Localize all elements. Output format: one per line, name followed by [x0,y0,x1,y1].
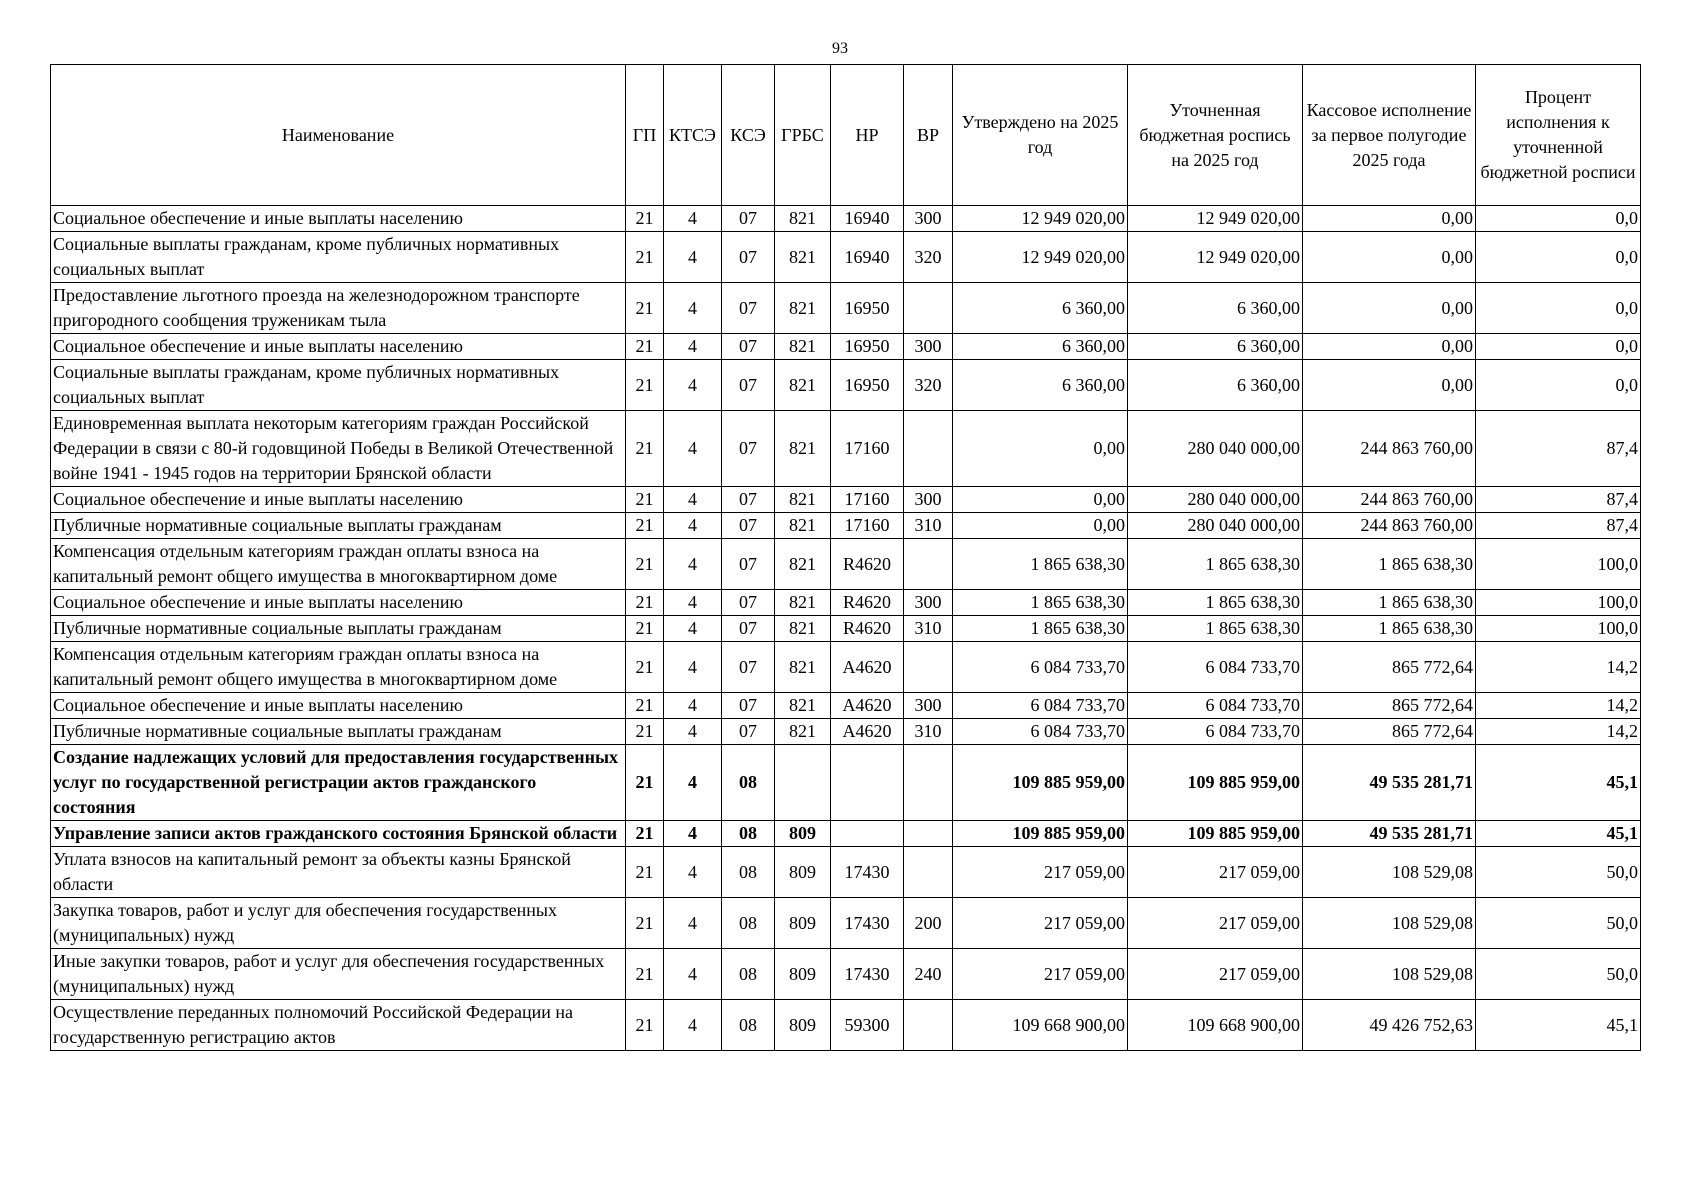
cell-kse: 07 [722,539,775,590]
cell-executed: 1 865 638,30 [1303,590,1476,616]
cell-percent: 14,2 [1476,693,1641,719]
cell-executed: 244 863 760,00 [1303,411,1476,487]
cell-percent: 14,2 [1476,719,1641,745]
cell-ktse: 4 [664,1000,722,1051]
cell-name: Уплата взносов на капитальный ремонт за объекты казны Брянской области [51,847,626,898]
cell-nr: 16950 [831,334,904,360]
page-number: 93 [832,40,848,57]
header-refined: Уточненная бюджетная роспись на 2025 год [1128,65,1303,206]
cell-vr [904,847,953,898]
budget-table [50,64,1641,1051]
cell-grbs: 821 [775,411,831,487]
table-row [51,719,1641,745]
table-row [51,360,1641,411]
cell-ktse: 4 [664,949,722,1000]
cell-kse: 07 [722,590,775,616]
cell-percent: 45,1 [1476,821,1641,847]
cell-executed: 49 426 752,63 [1303,1000,1476,1051]
cell-vr: 320 [904,360,953,411]
table-row [51,949,1641,1000]
cell-refined: 217 059,00 [1128,847,1303,898]
cell-kse: 07 [722,513,775,539]
cell-executed: 108 529,08 [1303,949,1476,1000]
header-nr: НР [831,65,904,206]
header-percent: Процент исполнения к уточненной бюджетной росписи [1476,65,1641,206]
cell-approved: 6 360,00 [953,360,1128,411]
cell-grbs [775,745,831,821]
cell-grbs: 809 [775,1000,831,1051]
cell-ktse: 4 [664,590,722,616]
cell-refined: 6 360,00 [1128,360,1303,411]
cell-nr: 16950 [831,360,904,411]
header-gp: ГП [626,65,664,206]
cell-grbs: 821 [775,283,831,334]
cell-ktse: 4 [664,360,722,411]
cell-percent: 0,0 [1476,334,1641,360]
table-row [51,745,1641,821]
table-row [51,642,1641,693]
header-kse: КСЭ [722,65,775,206]
cell-ktse: 4 [664,745,722,821]
cell-refined: 6 360,00 [1128,334,1303,360]
cell-nr: А4620 [831,719,904,745]
cell-vr [904,283,953,334]
cell-percent: 100,0 [1476,616,1641,642]
cell-kse: 07 [722,334,775,360]
cell-executed: 108 529,08 [1303,898,1476,949]
table-row [51,487,1641,513]
cell-name: Социальное обеспечение и иные выплаты населению [51,693,626,719]
cell-gp: 21 [626,719,664,745]
cell-percent: 0,0 [1476,206,1641,232]
table-row [51,898,1641,949]
cell-nr: 16940 [831,232,904,283]
cell-ktse: 4 [664,719,722,745]
cell-name: Единовременная выплата некоторым категориям граждан Российской Федерации в связи с 80-й годовщиной Победы в Великой Отечественной войне 1941 - 1945 годов на территории Брянской области [51,411,626,487]
cell-approved: 109 668 900,00 [953,1000,1128,1051]
cell-grbs: 821 [775,334,831,360]
cell-gp: 21 [626,898,664,949]
cell-nr: 59300 [831,1000,904,1051]
cell-percent: 87,4 [1476,513,1641,539]
cell-ktse: 4 [664,411,722,487]
cell-executed: 865 772,64 [1303,719,1476,745]
cell-kse: 08 [722,1000,775,1051]
cell-nr: 16950 [831,283,904,334]
header-executed: Кассовое исполнение за первое полугодие 2025 года [1303,65,1476,206]
cell-grbs: 809 [775,821,831,847]
cell-vr [904,821,953,847]
cell-gp: 21 [626,539,664,590]
cell-approved: 6 360,00 [953,283,1128,334]
cell-name: Публичные нормативные социальные выплаты гражданам [51,513,626,539]
cell-nr: R4620 [831,590,904,616]
cell-approved: 12 949 020,00 [953,232,1128,283]
cell-vr: 300 [904,206,953,232]
table-row [51,539,1641,590]
cell-nr: 17430 [831,847,904,898]
cell-gp: 21 [626,590,664,616]
cell-nr: 17160 [831,411,904,487]
cell-refined: 12 949 020,00 [1128,232,1303,283]
cell-vr: 300 [904,693,953,719]
cell-ktse: 4 [664,513,722,539]
cell-nr: 17430 [831,898,904,949]
cell-percent: 87,4 [1476,411,1641,487]
cell-approved: 1 865 638,30 [953,616,1128,642]
cell-approved: 6 084 733,70 [953,719,1128,745]
cell-executed: 244 863 760,00 [1303,487,1476,513]
cell-vr: 300 [904,590,953,616]
cell-name: Социальные выплаты гражданам, кроме публичных нормативных социальных выплат [51,232,626,283]
cell-name: Социальное обеспечение и иные выплаты населению [51,487,626,513]
table-row [51,411,1641,487]
cell-name: Публичные нормативные социальные выплаты гражданам [51,719,626,745]
cell-vr [904,642,953,693]
cell-grbs: 821 [775,616,831,642]
cell-vr [904,411,953,487]
cell-percent: 0,0 [1476,232,1641,283]
cell-name: Социальное обеспечение и иные выплаты населению [51,334,626,360]
cell-name: Социальные выплаты гражданам, кроме публичных нормативных социальных выплат [51,360,626,411]
cell-approved: 6 360,00 [953,334,1128,360]
cell-percent: 50,0 [1476,949,1641,1000]
cell-gp: 21 [626,949,664,1000]
cell-kse: 08 [722,898,775,949]
cell-ktse: 4 [664,487,722,513]
cell-executed: 0,00 [1303,232,1476,283]
table-body [51,206,1641,1051]
cell-name: Социальное обеспечение и иные выплаты населению [51,590,626,616]
cell-ktse: 4 [664,898,722,949]
cell-ktse: 4 [664,283,722,334]
cell-refined: 280 040 000,00 [1128,487,1303,513]
cell-percent: 45,1 [1476,745,1641,821]
cell-kse: 07 [722,232,775,283]
cell-percent: 87,4 [1476,487,1641,513]
table-row [51,1000,1641,1051]
cell-executed: 49 535 281,71 [1303,821,1476,847]
cell-refined: 6 360,00 [1128,283,1303,334]
cell-refined: 217 059,00 [1128,898,1303,949]
cell-nr [831,821,904,847]
cell-grbs: 821 [775,513,831,539]
cell-vr: 310 [904,616,953,642]
cell-refined: 12 949 020,00 [1128,206,1303,232]
cell-gp: 21 [626,513,664,539]
cell-approved: 217 059,00 [953,949,1128,1000]
cell-vr: 240 [904,949,953,1000]
cell-grbs: 809 [775,949,831,1000]
cell-vr [904,1000,953,1051]
cell-nr [831,745,904,821]
table-row [51,616,1641,642]
cell-executed: 108 529,08 [1303,847,1476,898]
cell-ktse: 4 [664,847,722,898]
cell-grbs: 821 [775,360,831,411]
cell-kse: 08 [722,745,775,821]
table-row [51,232,1641,283]
cell-approved: 109 885 959,00 [953,821,1128,847]
cell-name: Компенсация отдельным категориям граждан оплаты взноса на капитальный ремонт общего имущества в многоквартирном доме [51,539,626,590]
header-grbs: ГРБС [775,65,831,206]
cell-kse: 07 [722,719,775,745]
cell-refined: 280 040 000,00 [1128,513,1303,539]
cell-kse: 07 [722,616,775,642]
cell-approved: 1 865 638,30 [953,590,1128,616]
cell-grbs: 821 [775,232,831,283]
cell-percent: 50,0 [1476,898,1641,949]
header-ktse: КТСЭ [664,65,722,206]
cell-percent: 0,0 [1476,283,1641,334]
cell-approved: 0,00 [953,411,1128,487]
cell-executed: 49 535 281,71 [1303,745,1476,821]
cell-nr: А4620 [831,693,904,719]
cell-grbs: 821 [775,719,831,745]
cell-grbs: 821 [775,642,831,693]
cell-gp: 21 [626,283,664,334]
cell-vr: 320 [904,232,953,283]
cell-approved: 6 084 733,70 [953,642,1128,693]
cell-ktse: 4 [664,334,722,360]
cell-kse: 08 [722,949,775,1000]
cell-gp: 21 [626,745,664,821]
table-row [51,847,1641,898]
cell-kse: 07 [722,487,775,513]
cell-executed: 0,00 [1303,283,1476,334]
cell-refined: 1 865 638,30 [1128,616,1303,642]
cell-name: Предоставление льготного проезда на железнодорожном транспорте пригородного сообщения труженикам тыла [51,283,626,334]
cell-name: Публичные нормативные социальные выплаты гражданам [51,616,626,642]
table-row [51,513,1641,539]
table-row [51,283,1641,334]
cell-ktse: 4 [664,206,722,232]
cell-nr: А4620 [831,642,904,693]
cell-ktse: 4 [664,642,722,693]
header-name: Наименование [51,65,626,206]
cell-approved: 0,00 [953,513,1128,539]
cell-vr: 200 [904,898,953,949]
cell-kse: 08 [722,821,775,847]
cell-kse: 07 [722,283,775,334]
cell-refined: 1 865 638,30 [1128,539,1303,590]
cell-percent: 50,0 [1476,847,1641,898]
cell-refined: 6 084 733,70 [1128,642,1303,693]
table-row [51,821,1641,847]
cell-percent: 0,0 [1476,360,1641,411]
cell-executed: 0,00 [1303,206,1476,232]
cell-approved: 1 865 638,30 [953,539,1128,590]
cell-name: Иные закупки товаров, работ и услуг для обеспечения государственных (муниципальных) нужд [51,949,626,1000]
cell-nr: R4620 [831,539,904,590]
cell-refined: 109 668 900,00 [1128,1000,1303,1051]
header-approved: Утверждено на 2025 год [953,65,1128,206]
cell-approved: 109 885 959,00 [953,745,1128,821]
table-row [51,693,1641,719]
cell-gp: 21 [626,642,664,693]
cell-executed: 0,00 [1303,360,1476,411]
cell-executed: 1 865 638,30 [1303,616,1476,642]
cell-gp: 21 [626,360,664,411]
cell-approved: 6 084 733,70 [953,693,1128,719]
cell-name: Осуществление переданных полномочий Российской Федерации на государственную регистрацию актов [51,1000,626,1051]
table-row [51,334,1641,360]
cell-refined: 1 865 638,30 [1128,590,1303,616]
cell-grbs: 821 [775,590,831,616]
cell-gp: 21 [626,206,664,232]
cell-vr [904,745,953,821]
cell-executed: 244 863 760,00 [1303,513,1476,539]
cell-gp: 21 [626,693,664,719]
cell-refined: 6 084 733,70 [1128,693,1303,719]
cell-gp: 21 [626,334,664,360]
cell-ktse: 4 [664,616,722,642]
cell-vr: 310 [904,719,953,745]
cell-refined: 280 040 000,00 [1128,411,1303,487]
cell-percent: 45,1 [1476,1000,1641,1051]
cell-grbs: 809 [775,898,831,949]
cell-approved: 12 949 020,00 [953,206,1128,232]
cell-percent: 100,0 [1476,590,1641,616]
cell-executed: 1 865 638,30 [1303,539,1476,590]
table-row [51,206,1641,232]
table-row [51,590,1641,616]
cell-kse: 07 [722,642,775,693]
cell-vr: 310 [904,513,953,539]
cell-nr: R4620 [831,616,904,642]
cell-grbs: 821 [775,206,831,232]
cell-executed: 865 772,64 [1303,642,1476,693]
cell-executed: 865 772,64 [1303,693,1476,719]
cell-grbs: 821 [775,693,831,719]
cell-gp: 21 [626,847,664,898]
cell-nr: 17430 [831,949,904,1000]
cell-name: Социальное обеспечение и иные выплаты населению [51,206,626,232]
cell-kse: 07 [722,411,775,487]
cell-grbs: 809 [775,847,831,898]
table-header-row [51,65,1641,206]
cell-gp: 21 [626,821,664,847]
cell-kse: 07 [722,360,775,411]
cell-ktse: 4 [664,539,722,590]
cell-ktse: 4 [664,821,722,847]
cell-approved: 217 059,00 [953,898,1128,949]
cell-vr: 300 [904,487,953,513]
cell-percent: 100,0 [1476,539,1641,590]
cell-grbs: 821 [775,487,831,513]
cell-gp: 21 [626,1000,664,1051]
header-vr: ВР [904,65,953,206]
cell-kse: 07 [722,693,775,719]
cell-gp: 21 [626,411,664,487]
cell-gp: 21 [626,487,664,513]
cell-refined: 6 084 733,70 [1128,719,1303,745]
cell-gp: 21 [626,616,664,642]
cell-refined: 109 885 959,00 [1128,745,1303,821]
cell-executed: 0,00 [1303,334,1476,360]
cell-nr: 16940 [831,206,904,232]
cell-vr [904,539,953,590]
cell-name: Управление записи актов гражданского состояния Брянской области [51,821,626,847]
cell-refined: 217 059,00 [1128,949,1303,1000]
cell-vr: 300 [904,334,953,360]
cell-approved: 0,00 [953,487,1128,513]
cell-refined: 109 885 959,00 [1128,821,1303,847]
cell-name: Закупка товаров, работ и услуг для обеспечения государственных (муниципальных) нужд [51,898,626,949]
cell-kse: 08 [722,847,775,898]
cell-name: Создание надлежащих условий для предоставления государственных услуг по государственной регистрации актов гражданского состояния [51,745,626,821]
cell-ktse: 4 [664,693,722,719]
cell-percent: 14,2 [1476,642,1641,693]
cell-nr: 17160 [831,487,904,513]
cell-ktse: 4 [664,232,722,283]
cell-gp: 21 [626,232,664,283]
cell-kse: 07 [722,206,775,232]
cell-approved: 217 059,00 [953,847,1128,898]
cell-nr: 17160 [831,513,904,539]
cell-grbs: 821 [775,539,831,590]
cell-name: Компенсация отдельным категориям граждан оплаты взноса на капитальный ремонт общего имущества в многоквартирном доме [51,642,626,693]
